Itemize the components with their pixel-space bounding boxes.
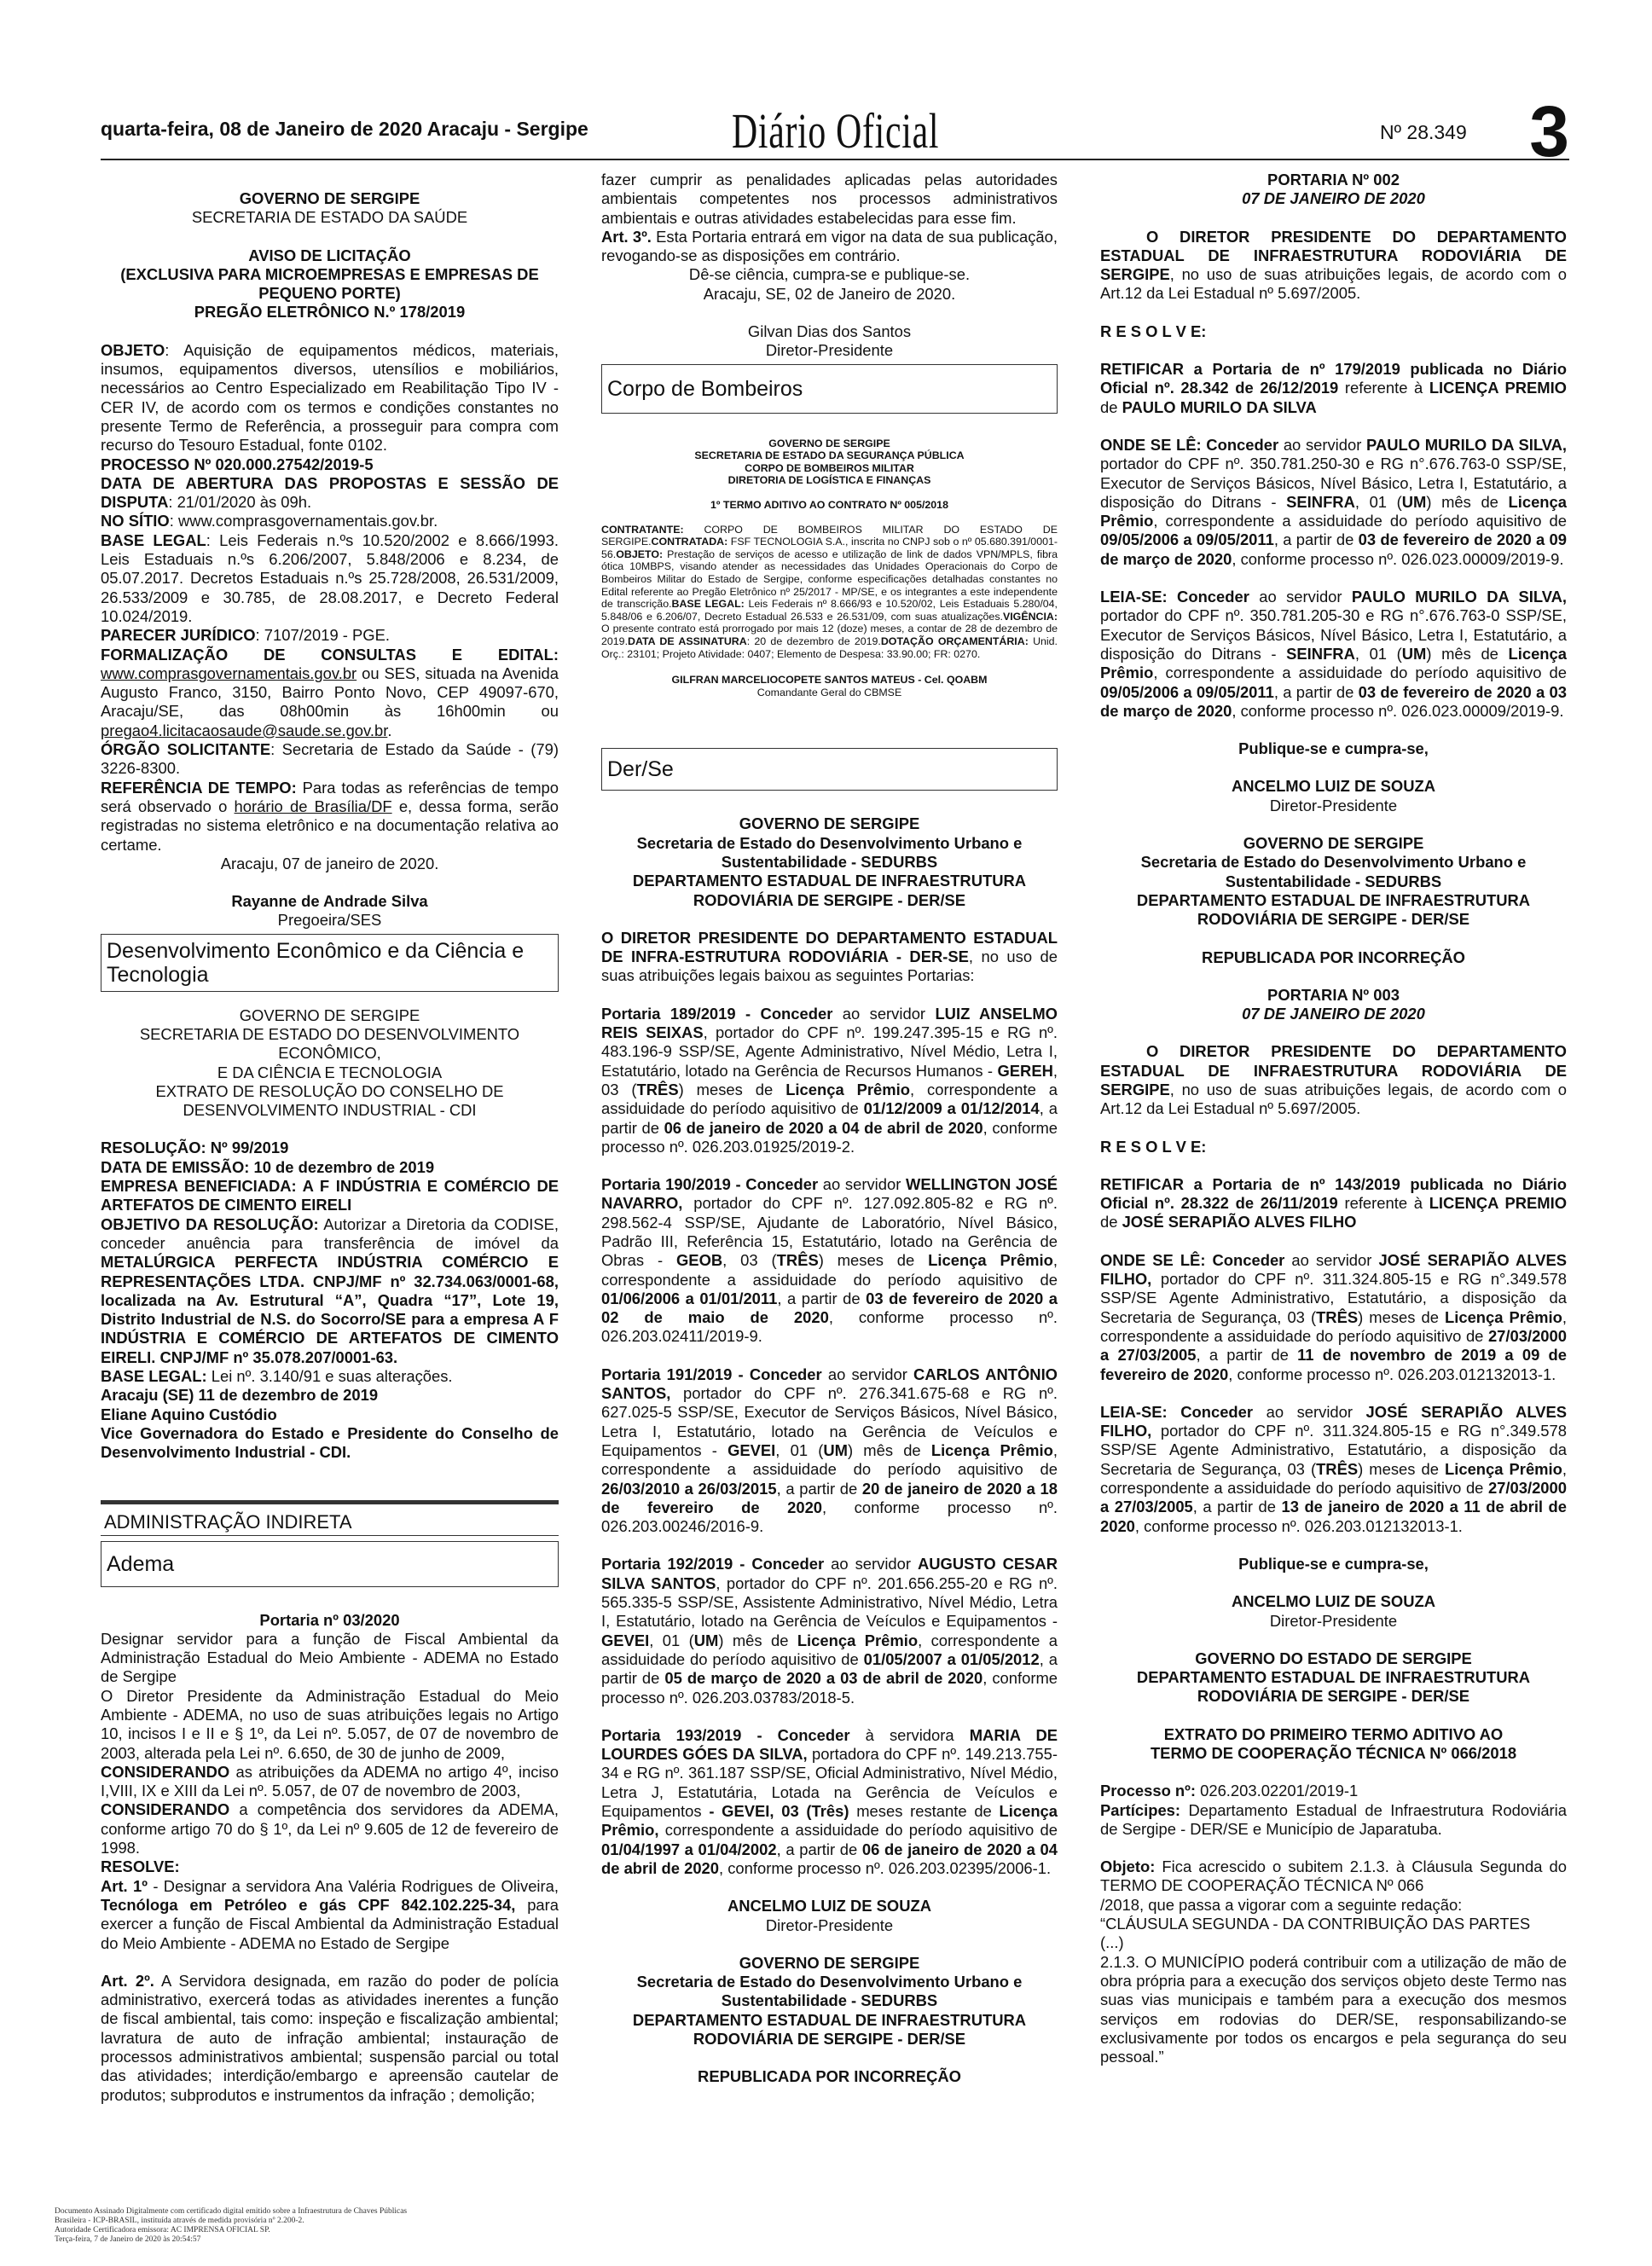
- art1-paragraph: Art. 1º - Designar a servidora Ana Valéria Rodrigues de Oliveira, Tecnóloga em Petróleo e gás CPF 842.102.225-34, para exercer a função de Fiscal Ambiental da Administração Estadual do Meio Ambiente - ADEMA no Estado de Sergipe: [101, 1876, 559, 1952]
- der-dept: DEPARTAMENTO ESTADUAL DE INFRAESTRUTURA RODOVIÁRIA DE SERGIPE - DER/SE: [632, 872, 1027, 909]
- portaria-191: Portaria 191/2019 - Conceder ao servidor CARLOS ANTÔNIO SANTOS, portador do CPF nº. 276.341.675-68 e RG nº. 627.025-5 SSP/SE, Executor de Serviços Básicos, Nível Básico, Letra I, Estatutário, lotado na Gerência de Veículos e Equipamentos - GEVEI, 01 (UM) mês de Licença Prêmio, correspondente a assiduidade do período aquisitivo de 26/03/2010 a 26/03/2015, a partir de 20 de janeiro de 2020 a 18 de fevereiro de 2020, conforme processo nº. 026.203.00246/2016-9.: [601, 1365, 1058, 1536]
- dev-secretaria-2: E DA CIÊNCIA E TECNOLOGIA: [217, 1063, 443, 1081]
- gov-heading: GOVERNO DE SERGIPE: [239, 189, 420, 207]
- signer-role: Pregoeira/SES: [277, 911, 382, 930]
- processo-line: PROCESSO Nº 020.000.27542/2019-5: [101, 455, 374, 473]
- g-republicada: REPUBLICADA POR INCORREÇÃO: [1202, 948, 1465, 966]
- art2-paragraph: Art. 2º. A Servidora designada, em razão do poder de polícia administrativo, exercerá todas as atividades inerentes a função de fiscal ambiental, tais como: inspeção e fiscalização ambiental; lavratura de auto de infração ambiental; instauração de processos administrativos ambiental; suspensão parcial ou total das atividades; interdição/embargo e apreensão cautelar de produtos; subprodutos e instrumentos da infração ; demolição;: [101, 1971, 559, 2104]
- der-intro: O DIRETOR PRESIDENTE DO DEPARTAMENTO ESTADUAL DE INFRA-ESTRUTURA RODOVIÁRIA - DER-SE, no uso de suas atribuições legais baixou as seguintes Portarias:: [601, 928, 1058, 985]
- extrato-title-1: EXTRATO DO PRIMEIRO TERMO ADITIVO AO: [1163, 1724, 1504, 1743]
- der-signer-role: Diretor-Presidente: [765, 1915, 894, 1934]
- portaria-title: Portaria nº 03/2020: [259, 1610, 400, 1629]
- der-sec: Secretaria de Estado do Desenvolvimento Urbano e Sustentabilidade - SEDURBS: [636, 833, 1023, 871]
- g-gov: GOVERNO DE SERGIPE: [1243, 834, 1424, 853]
- portaria-190: Portaria 190/2019 - Conceder ao servidor WELLINGTON JOSÉ NAVARRO, portador do CPF nº. 127.092.805-82 e RG nº. 298.562-4 SSP/SE, Ajudante de Laboratório, Nível Básico, Padrão III, Referência 15, Estatutário, lotado na Gerência de Obras - GEOB, 03 (TRÊS) meses de Licença Prêmio, correspondente a assiduidade do período aquisitivo de 01/06/2006 a 01/01/2011, a partir de 03 de fevereiro de 2020 a 02 de maio de 2020, conforme processo nº. 026.203.02411/2019-9.: [601, 1175, 1058, 1346]
- page-number: 3: [1529, 91, 1569, 171]
- considerando-1: CONSIDERANDO as atribuições da ADEMA no artigo 4º, inciso I,VIII, IX e XIII da Lei nº. 5.057, de 07 de novembro de 2003,: [101, 1762, 559, 1800]
- objeto-paragraph: OBJETO: Aquisição de equipamentos médicos, materiais, insumos, equipamentos diversos, utensílios e mobiliários, necessários ao Centro Especializado em Reabilitação Tipo IV - CER IV, de acordo com os termos e condições constantes no presente Termo de Referência, a prosseguir para compra com recurso do Tesouro Estadual, fonte 0102.: [101, 340, 559, 455]
- compras-link[interactable]: www.comprasgovernamentais.gov.br: [101, 664, 357, 682]
- referencia-paragraph: REFERÊNCIA DE TEMPO: Para todas as referências de tempo será observado o horário de Brasília/DF e, dessa forma, serão registradas no sistema eletrônico e na documentação relativa ao certame.: [101, 778, 559, 854]
- edition-number: Nº 28.349: [1380, 121, 1467, 143]
- formalizacao-paragraph: FORMALIZAÇÃO DE CONSULTAS E EDITAL: www.comprasgovernamentais.gov.br ou SES, situada na Avenida Augusto Franco, 3150, Bairro Ponto Novo, CEP 49097-670, Aracaju/SE, das 08h00min às 16h00min ou pregao4.licitacaosaude@saude.se.gov.br.: [101, 645, 559, 739]
- dev-secretaria: SECRETARIA DE ESTADO DO DESENVOLVIMENTO ECONÔMICO,: [139, 1024, 520, 1063]
- aviso-title: AVISO DE LICITAÇÃO: [248, 246, 411, 264]
- portaria-003-title: PORTARIA Nº 003: [1267, 985, 1400, 1004]
- adema-signer: Gilvan Dias dos Santos: [747, 322, 912, 341]
- local-date: Aracaju, 07 de janeiro de 2020.: [220, 854, 439, 872]
- leia-se-2: LEIA-SE: Conceder ao servidor JOSÉ SERAPIÃO ALVES FILHO, portador do CPF nº. 311.324.805-15 e RG n°.349.578 SSP/SE Agente Administrativo, Estatutário, a disposição da Secretaria de Segurança, 03 (TRÊS) meses de Licença Prêmio, correspondente a assiduidade do período aquisitivo de 27/03/2000 a 27/03/2005, a partir de 13 de janeiro de 2020 a 11 de abril de 2020, conforme processo nº. 026.203.012132013-1.: [1100, 1402, 1567, 1535]
- extrato-processo: Processo nº: 026.203.02201/2019-1: [1100, 1782, 1359, 1800]
- resolve-label: RESOLVE:: [101, 1857, 180, 1876]
- extrato-title-2: TERMO DE COOPERAÇÃO TÉCNICA Nº 066/2018: [1150, 1744, 1517, 1762]
- extrato-objeto: Objeto: Fica acrescido o subitem 2.1.3. à Cláusula Segunda do TERMO DE COOPERAÇÃO TÉCNICA Nº 066: [1100, 1857, 1567, 1895]
- signer-2: ANCELMO LUIZ DE SOUZA: [1231, 1592, 1436, 1611]
- resolve-1: R E S O L V E:: [1100, 322, 1207, 340]
- adema-signer-role: Diretor-Presidente: [765, 341, 894, 360]
- portaria-description: Designar servidor para a função de Fiscal Ambiental da Administração Estadual do Meio Ambiente - ADEMA no Estado de Sergipe: [101, 1629, 559, 1686]
- footer-line-1: Documento Assinado Digitalmente com certificado digital emitido sobre a Infraestrutura de Chaves Públicas: [55, 2207, 408, 2216]
- der2-sec: Secretaria de Estado do Desenvolvimento Urbano e Sustentabilidade - SEDURBS: [636, 1973, 1023, 2010]
- bomb-gov: GOVERNO DE SERGIPE: [768, 437, 890, 449]
- extrato-objeto-2: /2018, que passa a vigorar com a seguinte redação:: [1100, 1895, 1463, 1914]
- g-sec: Secretaria de Estado do Desenvolvimento Urbano e Sustentabilidade - SEDURBS: [1140, 853, 1527, 890]
- extrato-subitem: 2.1.3. O MUNICÍPIO poderá contribuir com a utilização de mão de obra própria para a execução dos serviços objeto deste Termo nas suas vias municipais e também para a execução dos mesmos serviços em rodovias do DER/SE, responsabilizando-se exclusivamente por todos os encargos e pela segurança do seu pessoal.”: [1100, 1952, 1567, 2066]
- der2-gov: GOVERNO DE SERGIPE: [739, 1953, 920, 1972]
- extrato-clausula: “CLÁUSULA SEGUNDA - DA CONTRIBUIÇÃO DAS PARTES: [1100, 1915, 1531, 1933]
- signer-1: ANCELMO LUIZ DE SOUZA: [1231, 777, 1436, 796]
- empresa-beneficiada: EMPRESA BENEFICIADA: A F INDÚSTRIA E COMÉRCIO DE ARTEFATOS DE CIMENTO EIRELI: [101, 1177, 559, 1214]
- der2-republicada: REPUBLICADA POR INCORREÇÃO: [698, 2067, 961, 2086]
- res-signer-role: Vice Governadora do Estado e Presidente do Conselho de Desenvolvimento Industrial - CDI.: [101, 1423, 559, 1462]
- portaria-192: Portaria 192/2019 - Conceder ao servidor AUGUSTO CESAR SILVA SANTOS, portador do CPF nº. 201.656.255-20 e RG nº. 565.335-5 SSP/SE, Assistente Administrativo, Nível Médio, Letra I, Estatutário, lotado na Gerência de Veículos e Equipamentos - GEVEI, 01 (UM) mês de Licença Prêmio, correspondente a assiduidade do período aquisitivo de 01/05/2007 a 01/05/2012, a partir de 05 de março de 2020 a 03 de abril de 2020, conforme processo nº. 026.203.03783/2018-5.: [601, 1555, 1058, 1707]
- der-signer: ANCELMO LUIZ DE SOUZA: [727, 1897, 932, 1915]
- column-3: [1100, 171, 1567, 2066]
- signer-name: Rayanne de Andrade Silva: [231, 892, 428, 911]
- section-header-der: Der/Se: [601, 748, 1058, 791]
- header-rule: [101, 159, 1569, 160]
- portaria-193: Portaria 193/2019 - Conceder à servidora MARIA DE LOURDES GÓES DA SILVA, portadora do CPF nº. 149.213.755-34 e RG nº. 361.187 SSP/SE, Oficial Administrativo, Nível Médio, Letra J, Estatutária, Lotada na Gerência de Veículos e Equipamentos - GEVEI, 03 (Três) meses restante de Licença Prêmio, correspondente a assiduidade do período aquisitivo de 01/04/1997 a 01/04/2002, a partir de 06 de janeiro de 2020 a 04 de abril de 2020, conforme processo nº. 026.203.02395/2006-1.: [601, 1725, 1058, 1877]
- signer-2-role: Diretor-Presidente: [1269, 1611, 1398, 1630]
- section-header-adema: Adema: [101, 1541, 559, 1587]
- bomb-termo: 1º TERMO ADITIVO AO CONTRATO Nº 005/2018: [710, 499, 948, 512]
- footer-line-2: Brasileira - ICP-BRASIL, instituída através de medida provisória nº 2.200-2.: [55, 2217, 304, 2225]
- bomb-diretoria: DIRETORIA DE LOGÍSTICA E FINANÇAS: [727, 474, 931, 487]
- column-2: [601, 171, 1058, 2087]
- retificar-2: RETIFICAR a Portaria de nº 143/2019 publicada no Diário Oficial nº. 28.322 de 26/11/2019 referente à LICENÇA PREMIO de JOSÉ SERAPIÃO ALVES FILHO: [1100, 1174, 1567, 1232]
- publique-2: Publique-se e cumpra-se,: [1238, 1554, 1429, 1573]
- leia-se-1: LEIA-SE: Conceder ao servidor PAULO MURILO DA SILVA, portador do CPF nº. 350.781.205-30 e RG n°.676.763-0 SSP/SE, Executor de Serviços Básicos, Nível Básico, Letra I, Estatutário, a disposição do Ditrans - SEINFRA, 01 (UM) mês de Licença Prêmio, correspondente a assiduidade do período aquisitivo de 09/05/2006 a 09/05/2011, a partir de 03 de fevereiro de 2020 a 03 de março de 2020, conforme processo nº. 026.023.00009/2019-9.: [1100, 588, 1567, 720]
- pregao-number: PREGÃO ELETRÔNICO N.º 178/2019: [194, 303, 466, 322]
- publique-1: Publique-se e cumpra-se,: [1238, 739, 1429, 758]
- bomb-corpo: CORPO DE BOMBEIROS MILITAR: [745, 461, 914, 474]
- parecer-line: PARECER JURÍDICO: 7107/2019 - PGE.: [101, 626, 390, 645]
- portaria-003-intro: O DIRETOR PRESIDENTE DO DEPARTAMENTO ESTADUAL DE INFRAESTRUTURA RODOVIÁRIA DE SERGIPE, no uso de suas atribuições legais, de acordo com o Art.12 da Lei Estadual nº 5.697/2005.: [1100, 1042, 1567, 1118]
- onde-se-le-2: ONDE SE LÊ: Conceder ao servidor JOSÉ SERAPIÃO ALVES FILHO, portador do CPF nº. 311.324.805-15 e RG n°.349.578 SSP/SE Agente Administrativo, Estatutário, a disposição da Secretaria de Segurança, 03 (TRÊS) meses de Licença Prêmio, correspondente a assiduidade do período aquisitivo de 27/03/2000 a 27/03/2005, a partir de 11 de novembro de 2019 a 09 de fevereiro de 2020, conforme processo nº. 026.203.012132013-1.: [1100, 1250, 1567, 1383]
- footer-line-4: Terça-feira, 7 de Janeiro de 2020 às 20:54:57: [55, 2235, 201, 2244]
- data-emissao: DATA DE EMISSÃO: 10 de dezembro de 2019: [101, 1157, 435, 1176]
- resolve-2: R E S O L V E:: [1100, 1137, 1207, 1156]
- portaria-002-title: PORTARIA Nº 002: [1267, 171, 1400, 188]
- portaria-002-date: 07 DE JANEIRO DE 2020: [1242, 189, 1425, 208]
- section-header-desenvolvimento: Desenvolvimento Econômico e da Ciência e Tecnologia: [101, 934, 559, 992]
- res-signer: Eliane Aquino Custódio: [101, 1405, 277, 1423]
- page-header: [101, 91, 1569, 171]
- column-1: [101, 171, 559, 2105]
- email-link[interactable]: pregao4.licitacaosaude@saude.se.gov.br: [101, 721, 388, 739]
- portaria-003-date: 07 DE JANEIRO DE 2020: [1242, 1005, 1425, 1023]
- portaria-189: Portaria 189/2019 - Conceder ao servidor LUIZ ANSELMO REIS SEIXAS, portador do CPF nº. 199.247.395-15 e RG nº. 483.196-9 SSP/SE, Agente Administrativo, Nível Médio, Letra I, Estatutário, lotado na Gerência de Recursos Humanos - GEREH, 03 (TRÊS) meses de Licença Prêmio, correspondente a assiduidade do período aquisitivo de 01/12/2009 a 01/12/2014, a partir de 06 de janeiro de 2020 a 04 de abril de 2020, conforme processo nº. 026.203.01925/2019-2.: [601, 1004, 1058, 1156]
- considerando-2: CONSIDERANDO a competência dos servidores da ADEMA, conforme artigo 70 do § 1º, da Lei nº 9.605 de 12 de fevereiro de 1998.: [101, 1800, 559, 1857]
- bomb-signer: GILFRAN MARCELIOCOPETE SANTOS MATEUS - Cel. QOABM: [671, 674, 988, 687]
- base-legal-paragraph: BASE LEGAL: Leis Federais n.ºs 10.520/2002 e 8.666/1993. Leis Estaduais n.ºs 6.206/2007, 5.848/2006 e 8.234, de 05.07.2017. Decretos Estaduais n.ºs 25.728/2008, 26.531/2009, 26.533/2009 e 30.785, de 28.08.2017, e Decreto Federal 10.024/2019.: [101, 530, 559, 625]
- abertura-paragraph: DATA DE ABERTURA DAS PROPOSTAS E SESSÃO DE DISPUTA: 21/01/2020 às 09h.: [101, 473, 559, 512]
- res-local-date: Aracaju (SE) 11 de dezembro de 2019: [101, 1386, 379, 1405]
- resolucao-number: RESOLUÇÃO: Nº 99/2019: [101, 1139, 289, 1157]
- ciencia-line: Dê-se ciência, cumpra-se e publique-se.: [688, 265, 971, 284]
- g-dept: DEPARTAMENTO ESTADUAL DE INFRAESTRUTURA RODOVIÁRIA DE SERGIPE - DER/SE: [1136, 890, 1531, 929]
- onde-se-le-1: ONDE SE LÊ: Conceder ao servidor PAULO MURILO DA SILVA, portador do CPF nº. 350.781.250-30 e RG n°.676.763-0 SSP/SE, Executor de Serviços Básicos, Nível Básico, Letra I, Estatutário, a disposição do Ditrans - SEINFRA, 01 (UM) mês de Licença Prêmio, correspondente a assiduidade do período aquisitivo de 09/05/2006 a 09/05/2011, a partir de 03 de fevereiro de 2020 a 09 de março de 2020, conforme processo nº. 026.023.00009/2019-9.: [1100, 435, 1567, 568]
- portaria-002-intro: O DIRETOR PRESIDENTE DO DEPARTAMENTO ESTADUAL DE INFRAESTRUTURA RODOVIÁRIA DE SERGIPE, no uso de suas atribuições legais, de acordo com o Art.12 da Lei Estadual nº 5.697/2005.: [1100, 227, 1567, 303]
- art3-paragraph: Art. 3º. Esta Portaria entrará em vigor na data de sua publicação, revogando-se as disposições em contrário.: [601, 227, 1058, 265]
- dev-gov: GOVERNO DE SERGIPE: [239, 1006, 420, 1024]
- secretaria-heading: SECRETARIA DE ESTADO DA SAÚDE: [191, 208, 468, 227]
- sitio-line: NO SÍTIO: www.comprasgovernamentais.gov.br.: [101, 512, 438, 530]
- orgao-paragraph: ÓRGÃO SOLICITANTE: Secretaria de Estado da Saúde - (79) 3226-8300.: [101, 740, 559, 778]
- bombeiros-block: [601, 438, 1058, 699]
- e-gov: GOVERNO DO ESTADO DE SERGIPE: [1195, 1649, 1472, 1667]
- der2-dept: DEPARTAMENTO ESTADUAL DE INFRAESTRUTURA RODOVIÁRIA DE SERGIPE - DER/SE: [632, 2010, 1027, 2048]
- bomb-sec: SECRETARIA DE ESTADO DA SEGURANÇA PÚBLICA: [694, 449, 965, 462]
- extrato-ellipsis: (...): [1100, 1933, 1124, 1952]
- objetivo-paragraph: OBJETIVO DA RESOLUÇÃO: Autorizar a Diretoria da CODISE, conceder anuência para transferência de imóvel da METALÚRGICA PERFECTA INDÚSTRIA COMÉRCIO E REPRESENTAÇÕES LTDA. CNPJ/MF nº 32.734.063/0001-68, localizada na Av. Estrutural “A”, Quadra “17”, Lote 19, Distrito Industrial de N.S. do Socorro/SE para a empresa A F INDÚSTRIA E COMÉRCIO DE ARTEFATOS DE CIMENTO EIRELI. CNPJ/MF nº 35.078.207/0001-63.: [101, 1214, 559, 1366]
- newspaper-title: Diário Oficial: [732, 103, 940, 159]
- adema-continuation: fazer cumprir as penalidades aplicadas pelas autoridades ambientais competentes nos processos administrativos ambientais e outras atividades estabelecidas para esse fim.: [601, 171, 1058, 227]
- header-date: quarta-feira, 08 de Janeiro de 2020 Aracaju - Sergipe: [101, 118, 588, 140]
- signer-1-role: Diretor-Presidente: [1269, 796, 1398, 814]
- dev-extrato: EXTRATO DE RESOLUÇÃO DO CONSELHO DE DESENVOLVIMENTO INDUSTRIAL - CDI: [155, 1081, 504, 1120]
- footer-line-3: Autoridade Certificadora emissora: AC IMPRENSA OFICIAL SP.: [55, 2226, 270, 2234]
- retificar-1: RETIFICAR a Portaria de nº 179/2019 publicada no Diário Oficial nº. 28.342 de 26/12/2019 referente à LICENÇA PREMIO de PAULO MURILO DA SILVA: [1100, 360, 1567, 416]
- extrato-participes: Partícipes: Departamento Estadual de Infraestrutura Rodoviária de Sergipe - DER/SE e Município de Japaratuba.: [1100, 1800, 1567, 1838]
- bomb-details: CONTRATANTE: CORPO DE BOMBEIROS MILITAR DO ESTADO DE SERGIPE.CONTRATADA: FSF TECNOLOGIA S.A., inscrita no CNPJ sob o nº 05.680.391/0001-56.OBJETO: Prestação de serviços de acesso e utilização de link de dados VPN/MPLS, fibra ótica 10MBPS, visando atender as necessidades das Unidades Operacionais do Corpo de Bombeiros Militar do Estado de Sergipe, conforme especificações detalhadas constantes no Edital referente ao Pregão Eletrônico nº 25/2017 - MP/SE, e os integrantes a este independente de transcrição.BASE LEGAL: Leis Federais nº 8.666/93 e 10.520/02, Leis Estaduais 5.280/04, 5.848/06 e 6.206/07, Decreto Estadual 26.533 e 26.531/09, com suas atualizações.VIGÊNCIA: O presente contrato está prorrogado por mais 12 (doze) meses, a contar de 28 de dezembro de 2019.DATA DE ASSINATURA: 20 de dezembro de 2019.DOTAÇÃO ORÇAMENTÁRIA: Unid. Orç.: 23101; Projeto Atividade: 0407; Elemento de Despesa: 33.90.00; FR: 0270.: [601, 523, 1058, 660]
- portaria-preamble: O Diretor Presidente da Administração Estadual do Meio Ambiente - ADEMA, no uso de suas atribuições legais no Artigo 10, incisos I e II e § 1º, da Lei nº. 5.057, de 07 de novembro de 2003, alterada pela Lei nº. 6.650, de 30 de junho de 2009,: [101, 1686, 559, 1762]
- section-header-bombeiros: Corpo de Bombeiros: [601, 364, 1058, 414]
- horario-link[interactable]: horário de Brasília/DF: [234, 797, 392, 815]
- admin-indireta-heading: ADMINISTRAÇÃO INDIRETA: [101, 1504, 559, 1536]
- bomb-signer-role: Comandante Geral do CBMSE: [756, 686, 902, 698]
- aviso-subtitle: (EXCLUSIVA PARA MICROEMPRESAS E EMPRESAS DE PEQUENO PORTE): [120, 264, 539, 303]
- digital-signature-footer: [55, 2207, 532, 2245]
- der-gov: GOVERNO DE SERGIPE: [739, 814, 920, 833]
- base-legal-res: BASE LEGAL: Lei nº. 3.140/91 e suas alterações.: [101, 1367, 453, 1386]
- e-dept: DEPARTAMENTO ESTADUAL DE INFRAESTRUTURA RODOVIÁRIA DE SERGIPE - DER/SE: [1136, 1668, 1531, 1706]
- adema-local-date: Aracaju, SE, 02 de Janeiro de 2020.: [703, 284, 956, 303]
